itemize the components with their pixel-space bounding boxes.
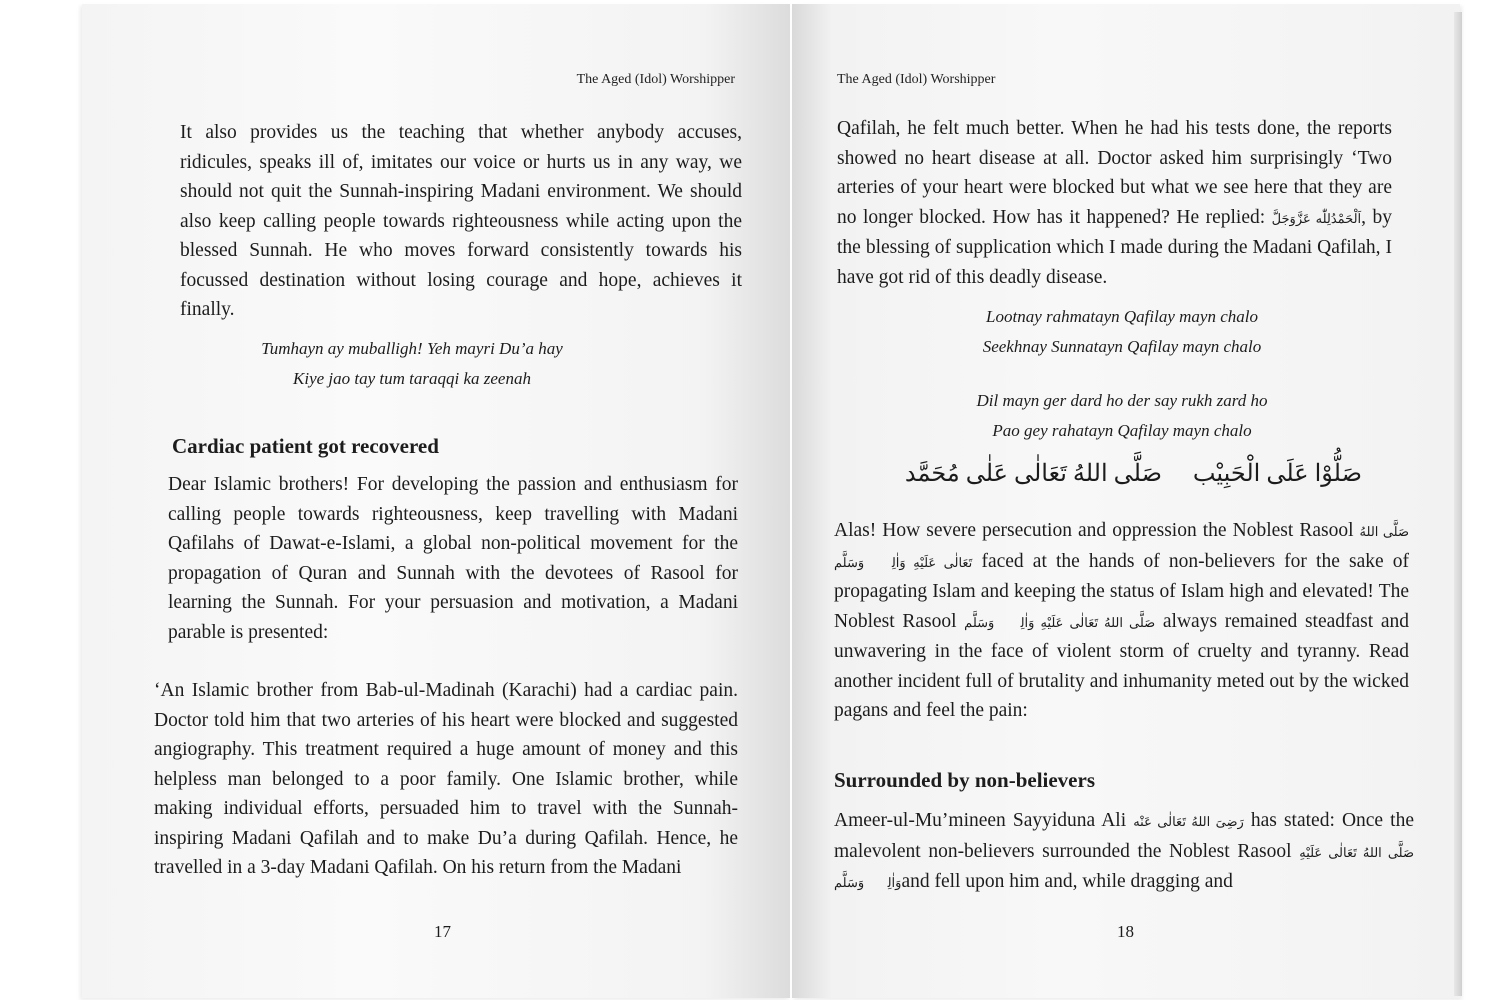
poem-line: Dil mayn ger dard ho der say rukh zard ho <box>976 391 1268 410</box>
paragraph-text: Ameer-ul-Mu’mineen Sayyiduna Ali <box>834 810 1127 831</box>
poem-line: Seekhnay Sunnatayn Qafilay mayn chalo <box>982 337 1262 356</box>
poem <box>212 334 612 394</box>
section-heading: Cardiac patient got recovered <box>172 434 439 458</box>
arabic-salawat: صَلَّى اللهُ تَعَالٰى عَلَيْهِ وَاٰلِهٖ وَسَلَّم <box>834 844 1414 890</box>
right-page <box>792 4 1460 998</box>
poem <box>922 386 1322 446</box>
poem-line: Pao gey rahatayn Qafilay mayn chalo <box>992 421 1252 440</box>
page-edges <box>1454 12 1462 996</box>
poem-line: Lootnay rahmatayn Qafilay mayn chalo <box>986 307 1258 326</box>
poem-line: Kiye jao tay tum taraqqi ka zeenah <box>293 369 531 388</box>
durood-text: صَلُّوْا عَلَى الْحَبِيْب <box>1192 461 1362 487</box>
page-header: The Aged (Idol) Worshipper <box>837 72 996 87</box>
durood-text: صَلَّى اللهُ تَعَالٰى عَلٰى مُحَمَّد <box>904 461 1162 487</box>
arabic-salawat: صَلَّى اللهُ تَعَالٰى عَلَيْهِ وَاٰلِهٖ وَسَلَّم <box>964 614 1156 630</box>
paragraph <box>834 516 1409 726</box>
paragraph-text: Alas! How severe persecution and oppression the Noblest Rasool <box>834 520 1354 541</box>
paragraph: ‘An Islamic brother from Bab-ul-Madinah (Karachi) had a cardiac pain. Doctor told him that two arteries of his heart were blocked and suggested angiography. This treatment required a huge amount of money and this helpless man belonged to a poor family. One Islamic brother, while making individual efforts, persuaded him to travel with the Sunnah-inspiring Madani Qafilah and to make Du’a during Qafilah. Hence, he travelled in a 3-day Madani Qafilah. On his return from the Madani <box>154 680 738 878</box>
paragraph-text: , by the blessing of supplication which I made during the Madani Qafilah, I have got rid of this deadly disease. <box>837 206 1392 288</box>
arabic-phrase: اَلْحَمْدُلِلّٰه عَزَّوَجَلَّ <box>1271 210 1362 226</box>
poem-line: Tumhayn ay muballigh! Yeh mayri Du’a hay <box>261 339 563 358</box>
left-page <box>82 4 790 998</box>
page-number: 18 <box>1117 922 1134 941</box>
paragraph-text: faced at the hands of non-believers for the sake of propagating Islam and keeping the status of Islam high and elevated! The Noblest Rasool <box>834 550 1410 632</box>
paragraph <box>834 806 1414 898</box>
section-heading: Surrounded by non-believers <box>834 768 1095 792</box>
paragraph-text: and fell upon him and, while dragging and <box>901 871 1233 892</box>
paragraph <box>837 114 1392 292</box>
paragraph-text: has stated: Once the malevolent non-believers surrounded the Noblest Rasool <box>834 810 1414 862</box>
paragraph: It also provides us the teaching that whether anybody accuses, ridicules, speaks ill of, imitates our voice or hurts us in any way, we should not quit the Sunnah-inspiring Madani environment. We should also keep calling people towards righteousness while acting upon the blessed Sunnah. He who moves forward consistently towards his focussed destination without losing courage and hope, achieves it finally. <box>180 122 742 320</box>
arabic-phrase: رَضِىَ اللهُ تَعَالٰى عَنْه <box>1133 814 1244 829</box>
paragraph: Dear Islamic brothers! For developing the passion and enthusiasm for calling people towards righteousness, keep travelling with Madani Qafilahs of Dawat-e-Islami, a global non-political movement for the propagation of Quran and Sunnah with the devotees of Rasool for learning the Sunnah. For your persuasion and motivation, a Madani parable is presented: <box>168 474 738 643</box>
poem <box>922 302 1322 362</box>
page-header: The Aged (Idol) Worshipper <box>576 72 735 87</box>
arabic-salawat: صَلَّى اللهُ تَعَالٰى عَلَيْهِ وَاٰلِهٖ وَسَلَّم <box>834 524 1409 570</box>
paragraph-text: always remained steadfast and unwavering in the face of violent storm of cruelty and tyranny. Read another incident full of brutality and inhumanity meted out by the wicked pagans and feel the pain: <box>834 610 1409 721</box>
open-book <box>40 4 1420 998</box>
paragraph-text: Qafilah, he felt much better. When he had his tests done, the reports showed no heart disease at all. Doctor asked him surprisingly ‘Two arteries of your heart were blocked but what we see here that they are no longer blocked. How has it happened? He replied: <box>837 118 1392 228</box>
page-number: 17 <box>434 922 451 941</box>
